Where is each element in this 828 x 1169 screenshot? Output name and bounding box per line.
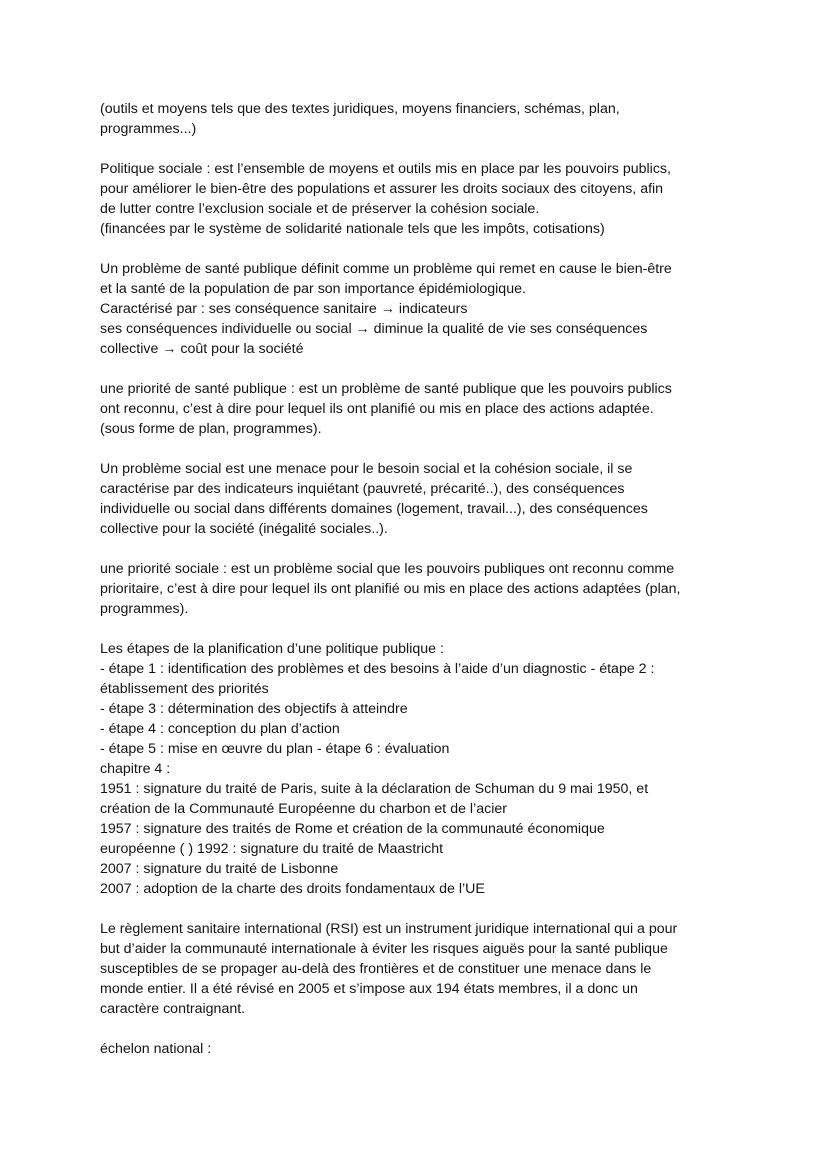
chapter-heading: chapitre 4 :: [100, 761, 171, 777]
text-line: une priorité sociale : est un problème social que les pouvoirs publiques ont reconnu comme: [100, 561, 675, 577]
text-line: programmes...): [100, 121, 197, 137]
text-line: européenne ( ) 1992 : signature du traité de Maastricht: [100, 841, 444, 857]
text-line: susceptibles de se propager au-delà des frontières et de constituer une menace dans le: [100, 961, 652, 977]
paragraph-outils-moyens: [100, 99, 740, 139]
text-line: collective → coût pour la société: [100, 341, 304, 357]
text-line: - étape 3 : détermination des objectifs à atteindre: [100, 701, 408, 717]
text-line: (financées par le système de solidarité nationale tels que les impôts, cotisations): [100, 221, 605, 237]
text-line: création de la Communauté Européenne du charbon et de l’acier: [100, 801, 507, 817]
paragraph-priorite-sante-publique: [100, 379, 740, 439]
text-line: Un problème social est une menace pour le besoin social et la cohésion sociale, il se: [100, 461, 633, 477]
text-line: - étape 4 : conception du plan d’action: [100, 721, 340, 737]
paragraph-politique-sociale: [100, 159, 740, 239]
text-line: prioritaire, c’est à dire pour lequel ils ont planifié ou mis en place des actions adaptées (plan,: [100, 581, 681, 597]
text-line: caractérise par des indicateurs inquiétant (pauvreté, précarité..), des conséquences: [100, 481, 625, 497]
text-line: individuelle ou social dans différents domaines (logement, travail...), des conséquences: [100, 501, 648, 517]
paragraph-probleme-sante-publique: [100, 259, 740, 359]
text-line: ses conséquences individuelle ou social → diminue la qualité de vie ses conséquences: [100, 321, 648, 337]
text-line: caractère contraignant.: [100, 1001, 246, 1017]
text-line: 1951 : signature du traité de Paris, suite à la déclaration de Schuman du 9 mai 1950, et: [100, 781, 649, 797]
text-line: 1957 : signature des traités de Rome et création de la communauté économique: [100, 821, 605, 837]
text-line: Les étapes de la planification d’une politique publique :: [100, 641, 444, 657]
text-line: pour améliorer le bien-être des populations et assurer les droits sociaux des citoyens, afin: [100, 181, 664, 197]
text-line: - étape 5 : mise en œuvre du plan - étape 6 : évaluation: [100, 741, 450, 757]
text-line: Politique sociale : est l’ensemble de moyens et outils mis en place par les pouvoirs publics,: [100, 161, 671, 177]
text-line: Un problème de santé publique définit comme un problème qui remet en cause le bien-être: [100, 261, 672, 277]
text-line: (sous forme de plan, programmes).: [100, 421, 322, 437]
text-line: établissement des priorités: [100, 681, 269, 697]
paragraph-echelon-national: [100, 1039, 740, 1059]
text-line: Le règlement sanitaire international (RSI) est un instrument juridique international qui a pour: [100, 921, 678, 937]
text-line: et la santé de la population de par son importance épidémiologique.: [100, 281, 526, 297]
text-line: 2007 : signature du traité de Lisbonne: [100, 861, 339, 877]
paragraph-reglement-sanitaire: [100, 919, 740, 1019]
text-line: de lutter contre l’exclusion sociale et de préserver la cohésion sociale.: [100, 201, 540, 217]
text-line: 2007 : adoption de la charte des droits fondamentaux de l’UE: [100, 881, 485, 897]
text-line: collective pour la société (inégalité sociales..).: [100, 521, 388, 537]
text-line: monde entier. Il a été révisé en 2005 et s’impose aux 194 états membres, il a donc un: [100, 981, 638, 997]
paragraph-priorite-sociale: [100, 559, 740, 619]
text-line: (outils et moyens tels que des textes juridiques, moyens financiers, schémas, plan,: [100, 101, 620, 117]
document-page: [100, 99, 740, 1079]
text-line: ont reconnu, c’est à dire pour lequel ils ont planifié ou mis en place des actions adaptée.: [100, 401, 654, 417]
text-line: Caractérisé par : ses conséquence sanitaire → indicateurs: [100, 301, 468, 317]
text-line: une priorité de santé publique : est un problème de santé publique que les pouvoirs publics: [100, 381, 672, 397]
paragraph-probleme-social: [100, 459, 740, 539]
paragraph-etapes-planification: [100, 639, 740, 899]
text-line: programmes).: [100, 601, 189, 617]
text-line: but d’aider la communauté internationale à éviter les risques aiguës pour la santé publique: [100, 941, 668, 957]
text-line: échelon national :: [100, 1041, 212, 1057]
text-line: - étape 1 : identification des problèmes et des besoins à l’aide d’un diagnostic - étape 2 :: [100, 661, 655, 677]
